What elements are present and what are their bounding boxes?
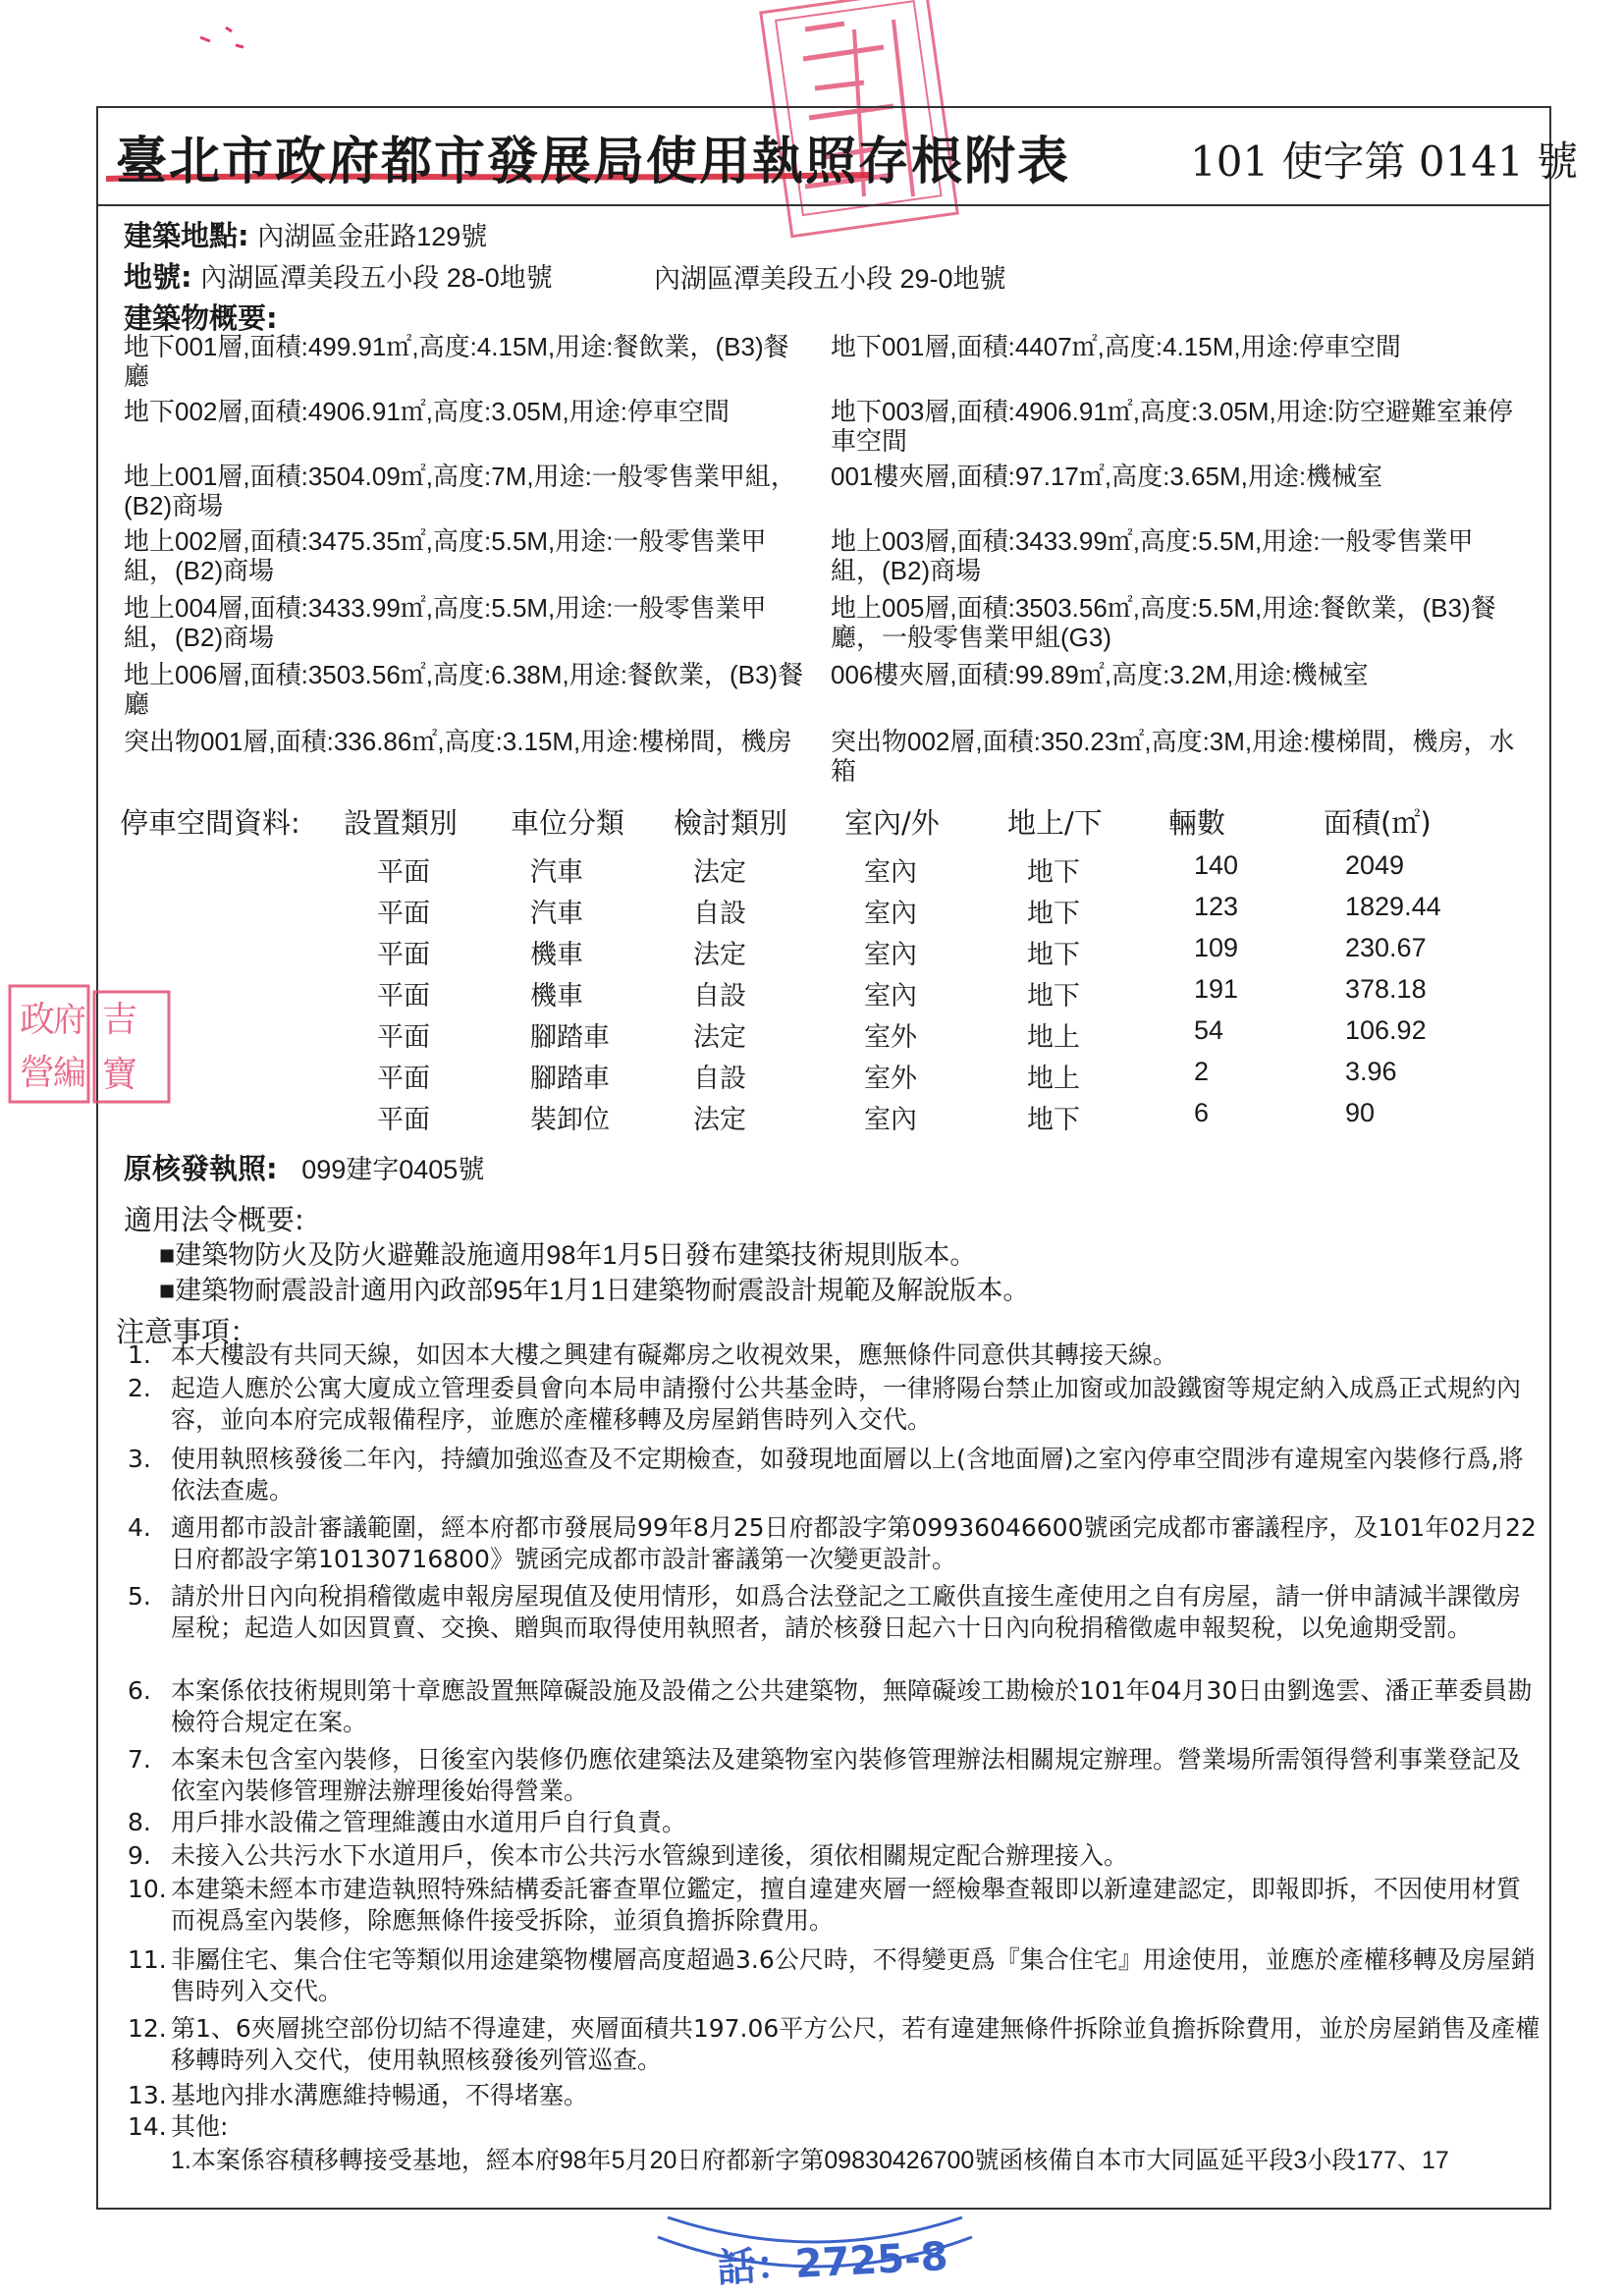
parking-cell: 室外: [864, 1022, 917, 1052]
parking-cell: 自設: [693, 981, 746, 1011]
note-number: 5.: [128, 1582, 151, 1611]
lot-row: [124, 255, 553, 296]
seal-char: 政: [20, 1000, 56, 1040]
original-permit-row: [124, 1147, 484, 1187]
floor-ph1: 突出物001層,面積:336.86㎡,高度:3.15M,用途:樓梯間，機房: [124, 727, 792, 756]
seal-char: 寶: [102, 1055, 138, 1095]
floor-3f: 地上003層,面積:3433.99㎡,高度:5.5M,用途:一般零售業甲組，(B2)商場: [831, 526, 1474, 585]
parking-cell: 地下: [1027, 940, 1080, 969]
floor-ph2: 突出物002層,面積:350.23㎡,高度:3M,用途:樓梯間，機房，水箱: [831, 727, 1515, 786]
lot-value-1: 內湖區潭美段五小段 28-0地號: [200, 263, 553, 293]
parking-header: 設置類別: [344, 806, 459, 840]
parking-cell: 平面: [377, 899, 430, 928]
parking-header: 輛數: [1168, 806, 1226, 840]
parking-cell: 室外: [864, 1064, 917, 1093]
parking-cell: 平面: [377, 1064, 430, 1093]
site-value: 內湖區金莊路129號: [257, 222, 488, 251]
parking-header: 車位分類: [511, 806, 625, 840]
note-number: 4.: [128, 1513, 151, 1542]
floor-5f: 地上005層,面積:3503.56㎡,高度:5.5M,用途:餐飲業，(B3)餐廳，一般零售業甲組(G3): [831, 593, 1496, 652]
parking-cell: 機車: [530, 981, 583, 1011]
parking-cell: 裝卸位: [530, 1105, 610, 1134]
parking-cell: 室內: [864, 899, 917, 928]
parking-header: 檢討類別: [674, 806, 788, 840]
parking-cell: 平面: [377, 1022, 430, 1052]
regulation-fire: ■建築物防火及防火避難設施適用98年1月5日發布建築技術規則版本。: [159, 1240, 977, 1270]
floor-b2: 地下002層,面積:4906.91㎡,高度:3.05M,用途:停車空間: [124, 397, 730, 426]
header-divider: [96, 204, 1551, 206]
parking-cell: 腳踏車: [530, 1064, 610, 1093]
parking-cell: 地上: [1027, 1022, 1080, 1052]
note-number: 11.: [128, 1945, 167, 1974]
note-text: 請於卅日內向稅捐稽徵處申報房屋現值及使用情形，如爲合法登記之工廠供直接生產使用之自有房屋，請一併申請減半課徵房屋稅；起造人如因買賣、交換、贈與而取得使用執照者，請於核發日起六十日內向稅捐稽徵處申報契稅，以免逾期受罰。: [171, 1582, 1522, 1642]
note-number: 1.: [128, 1340, 151, 1369]
site-label: 建築地點:: [124, 219, 249, 252]
parking-cell: 平面: [377, 1105, 430, 1134]
parking-cell: 自設: [693, 1064, 746, 1093]
seal-char: 吉: [102, 1000, 138, 1040]
parking-cell: 106.92: [1345, 1015, 1427, 1045]
parking-cell: 腳踏車: [530, 1022, 610, 1052]
parking-header: 室內/外: [844, 806, 940, 840]
parking-cell: 室內: [864, 1105, 917, 1134]
parking-cell: 法定: [693, 940, 746, 969]
seal-char: 府: [53, 1001, 86, 1040]
floor-1f-mezzanine: 001樓夾層,面積:97.17㎡,高度:3.65M,用途:機械室: [831, 462, 1383, 491]
note-text: 其他:: [171, 2112, 229, 2141]
note-text: 用戶排水設備之管理維護由水道用戶自行負責。: [171, 1808, 687, 1836]
note-number: 10.: [128, 1875, 167, 1903]
parking-cell: 室內: [864, 857, 917, 887]
note-text: 第1、6夾層挑空部份切結不得違建，夾層面積共197.06平方公尺，若有違建無條件拆除並負擔拆除費用，並於房屋銷售及產權移轉時列入交代，使用執照核發後列管巡查。: [171, 2014, 1541, 2074]
original-permit-value: 099建字0405號: [301, 1155, 485, 1184]
parking-header: 地上/下: [1007, 806, 1103, 840]
page-title: 臺北市政府都市發展局使用執照存根附表: [116, 132, 1071, 191]
floor-b3: 地下003層,面積:4906.91㎡,高度:3.05M,用途:防空避難室兼停車空間: [831, 397, 1513, 456]
overview-label: 建築物概要:: [124, 301, 278, 335]
floor-6f: 地上006層,面積:3503.56㎡,高度:6.38M,用途:餐飲業，(B3)餐廳: [124, 660, 804, 719]
parking-cell: 機車: [530, 940, 583, 969]
floor-b1-dining: 地下001層,面積:499.91㎡,高度:4.15M,用途:餐飲業，(B3)餐廳: [124, 332, 789, 391]
parking-cell: 378.18: [1345, 974, 1427, 1004]
parking-cell: 140: [1194, 850, 1239, 880]
parking-cell: 3.96: [1345, 1057, 1397, 1086]
parking-cell: 室內: [864, 981, 917, 1011]
parking-cell: 平面: [377, 981, 430, 1011]
parking-cell: 6: [1194, 1098, 1210, 1127]
lot-value-2: 內湖區潭美段五小段 29-0地號: [654, 264, 1006, 294]
parking-cell: 平面: [377, 940, 430, 969]
left-red-seal: [8, 982, 175, 1110]
permit-number: 101 使字第 0141 號: [1190, 137, 1579, 186]
parking-cell: 109: [1194, 933, 1239, 962]
parking-cell: 191: [1194, 974, 1239, 1004]
parking-cell: 法定: [693, 1105, 746, 1134]
parking-cell: 室內: [864, 940, 917, 969]
note-text: 本案係依技術規則第十章應設置無障礙設施及設備之公共建築物，無障礙竣工勘檢於101年04月30日由劉逸雲、潘正華委員勘檢符合規定在案。: [171, 1676, 1533, 1736]
parking-cell: 地下: [1027, 1105, 1080, 1134]
note-text: 使用執照核發後二年內，持續加強巡查及不定期檢查，如發現地面層以上(含地面層)之室內停車空間涉有違規室內裝修行爲,將依法查處。: [171, 1445, 1524, 1504]
original-permit-label: 原核發執照:: [124, 1152, 278, 1185]
parking-cell: 法定: [693, 1022, 746, 1052]
note-number: 13.: [128, 2081, 167, 2109]
parking-cell: 汽車: [530, 899, 583, 928]
note-number: 2.: [128, 1374, 151, 1402]
floor-6f-mezzanine: 006樓夾層,面積:99.89㎡,高度:3.2M,用途:機械室: [831, 660, 1369, 689]
note-number: 3.: [128, 1445, 151, 1473]
note-text: 基地內排水溝應維持暢通，不得堵塞。: [171, 2081, 589, 2109]
note-text: 起造人應於公寓大廈成立管理委員會向本局申請撥付公共基金時，一律將陽台禁止加窗或加設鐵窗等規定納入成爲正式規約內容，並向本府完成報備程序，並應於產權移轉及房屋銷售時列入交代。: [171, 1374, 1522, 1434]
parking-cell: 自設: [693, 899, 746, 928]
parking-cell: 地下: [1027, 981, 1080, 1011]
seal-char: 營: [20, 1053, 56, 1093]
bottom-stamp-text: 話：2725-8: [715, 2233, 949, 2292]
parking-cell: 平面: [377, 857, 430, 887]
note-text: 本案未包含室內裝修，日後室內裝修仍應依建築法及建築物室內裝修管理辦法相關規定辦理。營業場所需領得營利事業登記及依室內裝修管理辦法辦理後始得營業。: [171, 1745, 1522, 1805]
parking-cell: 230.67: [1345, 933, 1427, 962]
parking-header: 面積(㎡): [1324, 806, 1432, 840]
floor-b1-parking: 地下001層,面積:4407㎡,高度:4.15M,用途:停車空間: [831, 332, 1401, 361]
parking-label: 停車空間資料:: [120, 806, 300, 840]
seal-char: 編: [53, 1054, 86, 1093]
note-text: 適用都市設計審議範圍，經本府都市發展局99年8月25日府都設字第09936046600號函完成都市審議程序，及101年02月22日府都設字第10130716800》號函完成都市設計審議第一次變更設計。: [171, 1513, 1537, 1573]
note-number: 9.: [128, 1841, 151, 1870]
parking-cell: 54: [1194, 1015, 1224, 1045]
regulations-label: 適用法令概要:: [124, 1203, 304, 1236]
parking-cell: 1829.44: [1345, 892, 1441, 921]
parking-cell: 123: [1194, 892, 1239, 921]
note-text: 未接入公共污水下水道用戶，俟本市公共污水管線到達後，須依相關規定配合辦理接入。: [171, 1841, 1129, 1870]
regulation-seismic: ■建築物耐震設計適用內政部95年1月1日建築物耐震設計規範及解說版本。: [159, 1276, 1030, 1305]
note-number: 7.: [128, 1745, 151, 1774]
parking-cell: 90: [1345, 1098, 1376, 1127]
floor-1f: 地上001層,面積:3504.09㎡,高度:7M,用途:一般零售業甲組，(B2)商場: [124, 462, 796, 520]
note-text: 本大樓設有共同天線，如因本大樓之興建有礙鄰房之收視效果，應無條件同意供其轉接天線。: [171, 1340, 1178, 1369]
parking-cell: 地上: [1027, 1064, 1080, 1093]
top-left-red-mark: [196, 18, 255, 57]
floor-2f: 地上002層,面積:3475.35㎡,高度:5.5M,用途:一般零售業甲組，(B2)商場: [124, 526, 767, 585]
note-number: 12.: [128, 2014, 167, 2043]
note-text: 本建築未經本市建造執照特殊結構委託審查單位鑑定，擅自違建夾層一經檢舉查報即以新違建認定，即報即拆，不因使用材質而視爲室內裝修，除應無條件接受拆除，並須負擔拆除費用。: [171, 1875, 1522, 1935]
parking-cell: 2: [1194, 1057, 1210, 1086]
site-row: [124, 214, 487, 254]
note-14-sub-item: 1.本案係容積移轉接受基地，經本府98年5月20日府都新字第09830426700號函核備自本市大同區延平段3小段177、17: [171, 2147, 1449, 2174]
note-number: 8.: [128, 1808, 151, 1836]
note-text: 非屬住宅、集合住宅等類似用途建築物樓層高度超過3.6公尺時，不得變更爲『集合住宅』用途使用，並應於產權移轉及房屋銷售時列入交代。: [171, 1945, 1536, 2005]
lot-label: 地號:: [124, 260, 192, 294]
parking-cell: 地下: [1027, 857, 1080, 887]
bottom-blue-stamp: [648, 2208, 982, 2296]
notes-label: 注意事項：: [116, 1315, 259, 1348]
parking-cell: 2049: [1345, 850, 1405, 880]
parking-cell: 法定: [693, 857, 746, 887]
note-number: 6.: [128, 1676, 151, 1705]
floor-4f: 地上004層,面積:3433.99㎡,高度:5.5M,用途:一般零售業甲組，(B2)商場: [124, 593, 767, 652]
note-number: 14.: [128, 2112, 167, 2141]
parking-cell: 地下: [1027, 899, 1080, 928]
parking-cell: 汽車: [530, 857, 583, 887]
